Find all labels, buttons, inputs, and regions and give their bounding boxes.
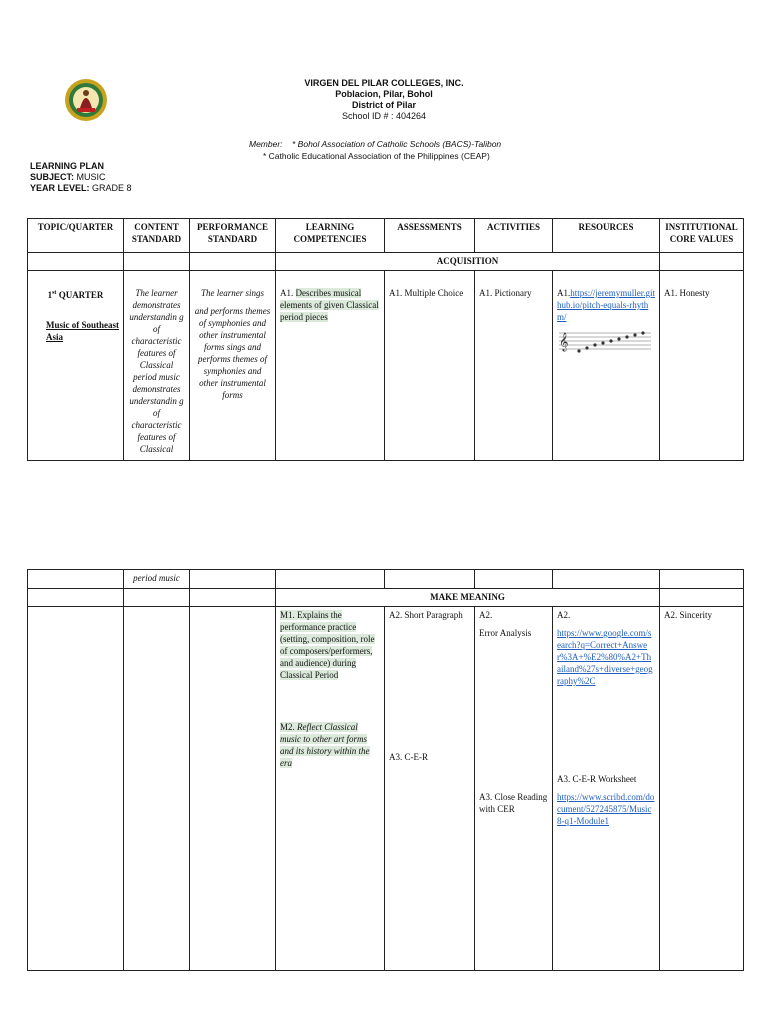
a2-assessment: A2. Short Paragraph xyxy=(389,610,463,620)
member-label: Member: xyxy=(249,139,283,149)
performance-standard-text: and performs themes of symphonies and other instrumental forms sings and performs themes of symphonies and other instrumental forms xyxy=(194,306,271,400)
quarter-label: 1st QUARTER xyxy=(47,290,104,300)
school-address: Poblacion, Pilar, Bohol xyxy=(335,89,433,99)
topic-music-southeast-asia: Music of Southeast Asia xyxy=(46,320,120,342)
header-core-values: INSTITUTIONAL CORE VALUES xyxy=(660,219,744,253)
learning-plan-table-page1 xyxy=(27,218,744,461)
m2-prefix: M2. xyxy=(280,722,298,732)
a3-resource-link[interactable]: https://www.scribd.com/document/527245875/Music8-q1-Module1 xyxy=(557,792,655,826)
section-acquisition: ACQUISITION xyxy=(276,253,660,271)
school-name: VIRGEN DEL PILAR COLLEGES, INC. xyxy=(304,78,464,88)
learning-plan-table-page2 xyxy=(27,569,744,971)
content-standard-continued: period music xyxy=(124,570,190,589)
a1-assessment: A1. Multiple Choice xyxy=(385,271,475,461)
content-standard-text: The learner demonstrates understandin g of characteristic features of Classical period music demonstrates understandin g of characteristic features of Classical xyxy=(124,271,190,461)
header-content-standard: CONTENT STANDARD xyxy=(124,219,190,253)
school-seal-logo xyxy=(64,78,108,122)
a2-activity-label: A2. xyxy=(479,610,493,620)
a3-activity: A3. Close Reading with CER xyxy=(479,792,548,814)
school-id: School ID # : 404264 xyxy=(341,111,427,121)
subject-value: MUSIC xyxy=(76,172,106,182)
subject-label: SUBJECT: xyxy=(30,172,75,182)
header-assessments: ASSESSMENTS xyxy=(385,219,475,253)
member-ceap: * Catholic Educational Association of the Philippines (CEAP) xyxy=(263,151,490,161)
year-value: GRADE 8 xyxy=(92,183,132,193)
header-resources: RESOURCES xyxy=(553,219,660,253)
performance-standard-line1: The learner sings xyxy=(201,288,264,298)
a3-resource-label: A3. C-E-R Worksheet xyxy=(557,774,637,784)
header-activities: ACTIVITIES xyxy=(475,219,553,253)
music-staff-image xyxy=(557,329,653,355)
a2-activity: Error Analysis xyxy=(479,628,532,638)
a1-core-value: A1. Honesty xyxy=(660,271,744,461)
membership-block xyxy=(200,138,640,162)
m1-competency: M1. Explains the performance practice (setting, composition, role of composers/performers, and audience) during Classical Period xyxy=(280,610,375,680)
a2-resource-link[interactable]: https://www.google.com/search?q=Correct+Answer%3A+%E2%80%A2+Thailand%27s+diverse+geography%2C xyxy=(557,628,653,686)
learning-plan-info xyxy=(30,161,132,194)
a1-resource-prefix: A1. xyxy=(557,288,571,298)
a2-resource-label: A2. xyxy=(557,610,571,620)
member-bacs: * Bohol Association of Catholic Schools (BACS)-Talibon xyxy=(292,139,502,149)
a1-resource-link[interactable]: https://jeremymuller.github.io/pitch-equals-rhythm/ xyxy=(557,288,655,322)
a3-assessment: A3. C-E-R xyxy=(389,752,428,762)
svg-text:𝄞: 𝄞 xyxy=(559,332,569,351)
school-district: District of Pilar xyxy=(351,100,416,110)
header-learning-competencies: LEARNING COMPETENCIES xyxy=(276,219,385,253)
section-make-meaning: MAKE MEANING xyxy=(276,589,660,607)
a1-activity: A1. Pictionary xyxy=(475,271,553,461)
year-label: YEAR LEVEL: xyxy=(30,183,90,193)
header-topic-quarter: TOPIC/QUARTER xyxy=(28,219,124,253)
plan-title: LEARNING PLAN xyxy=(30,161,104,171)
a1-competency: Describes musical elements of given Classical period pieces xyxy=(280,288,379,322)
a1-competency-prefix: A1. xyxy=(280,288,296,298)
a2-core-value: A2. Sincerity xyxy=(660,607,744,971)
header-performance-standard: PERFORMANCE STANDARD xyxy=(190,219,276,253)
m2-competency: Reflect Classical music to other art forms and its history within the era xyxy=(280,722,370,768)
